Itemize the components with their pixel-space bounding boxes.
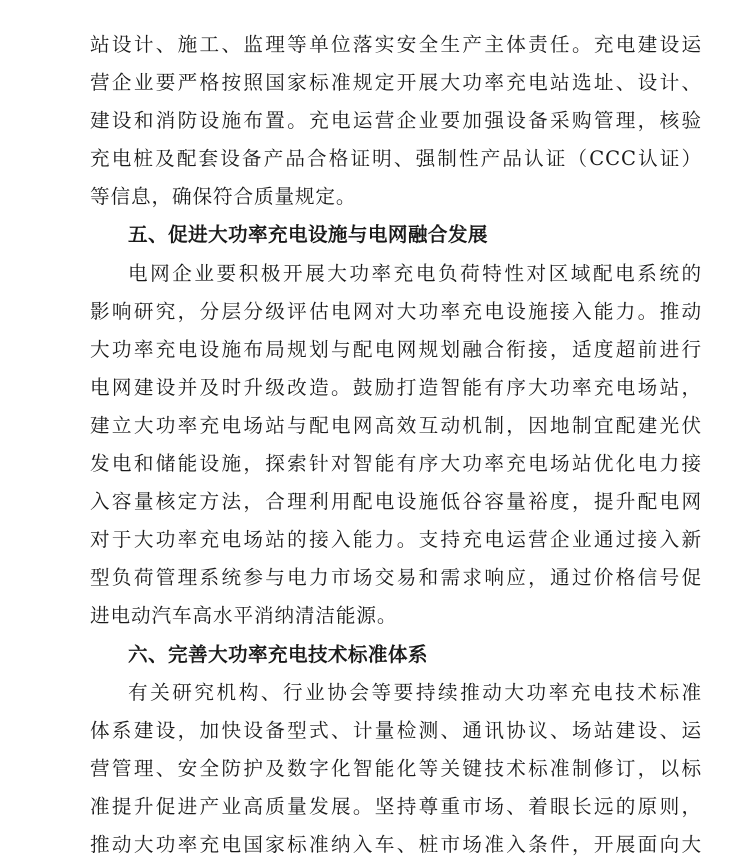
paragraph-line: 有关研究机构、行业协会等要持续推动大功率充电技术标准 [128, 680, 702, 704]
paragraph-line: 建立大功率充电场站与配电网高效互动机制，因地制宜配建光伏 [90, 413, 702, 437]
paragraph-line: 站设计、施工、监理等单位落实安全生产主体责任。充电建设运 [90, 33, 702, 56]
paragraph-line: 进电动汽车高水平消纳清洁能源。 [90, 604, 398, 628]
paragraph-line: 推动大功率充电国家标准纳入车、桩市场准入条件，开展面向大 [90, 832, 702, 856]
section-heading-5: 五、促进大功率充电设施与电网融合发展 [128, 223, 488, 247]
paragraph-line: 入容量核定方法，合理利用配电设施低谷容量裕度，提升配电网 [90, 490, 702, 514]
paragraph-line: 电网企业要积极开展大功率充电负荷特性对区域配电系统的 [128, 261, 702, 285]
paragraph-line: 建设和消防设施布置。充电运营企业要加强设备采购管理，核验 [90, 109, 702, 133]
paragraph-line: 发电和储能设施，探索针对智能有序大功率充电场站优化电力接 [90, 452, 702, 476]
paragraph-line: 电网建设并及时升级改造。鼓励打造智能有序大功率充电场站， [90, 375, 702, 399]
paragraph-line: 充电桩及配套设备产品合格证明、强制性产品认证（CCC认证） [90, 147, 702, 171]
paragraph-line: 大功率充电设施布局规划与配电网规划融合衔接，适度超前进行 [90, 337, 702, 361]
paragraph-line: 型负荷管理系统参与电力市场交易和需求响应，通过价格信号促 [90, 566, 702, 590]
paragraph-line: 等信息，确保符合质量规定。 [90, 185, 357, 209]
paragraph-line: 营企业要严格按照国家标准规定开展大功率充电站选址、设计、 [90, 71, 702, 95]
paragraph-line: 对于大功率充电场站的接入能力。支持充电运营企业通过接入新 [90, 528, 702, 552]
paragraph-line: 准提升促进产业高质量发展。坚持尊重市场、着眼长远的原则， [90, 794, 702, 818]
section-heading-6: 六、完善大功率充电技术标准体系 [128, 642, 428, 666]
paragraph-line: 营管理、安全防护及数字化智能化等关键技术标准制修订，以标 [90, 756, 702, 780]
paragraph-line: 影响研究，分层分级评估电网对大功率充电设施接入能力。推动 [90, 299, 702, 323]
paragraph-line: 体系建设，加快设备型式、计量检测、通讯协议、场站建设、运 [90, 718, 702, 742]
